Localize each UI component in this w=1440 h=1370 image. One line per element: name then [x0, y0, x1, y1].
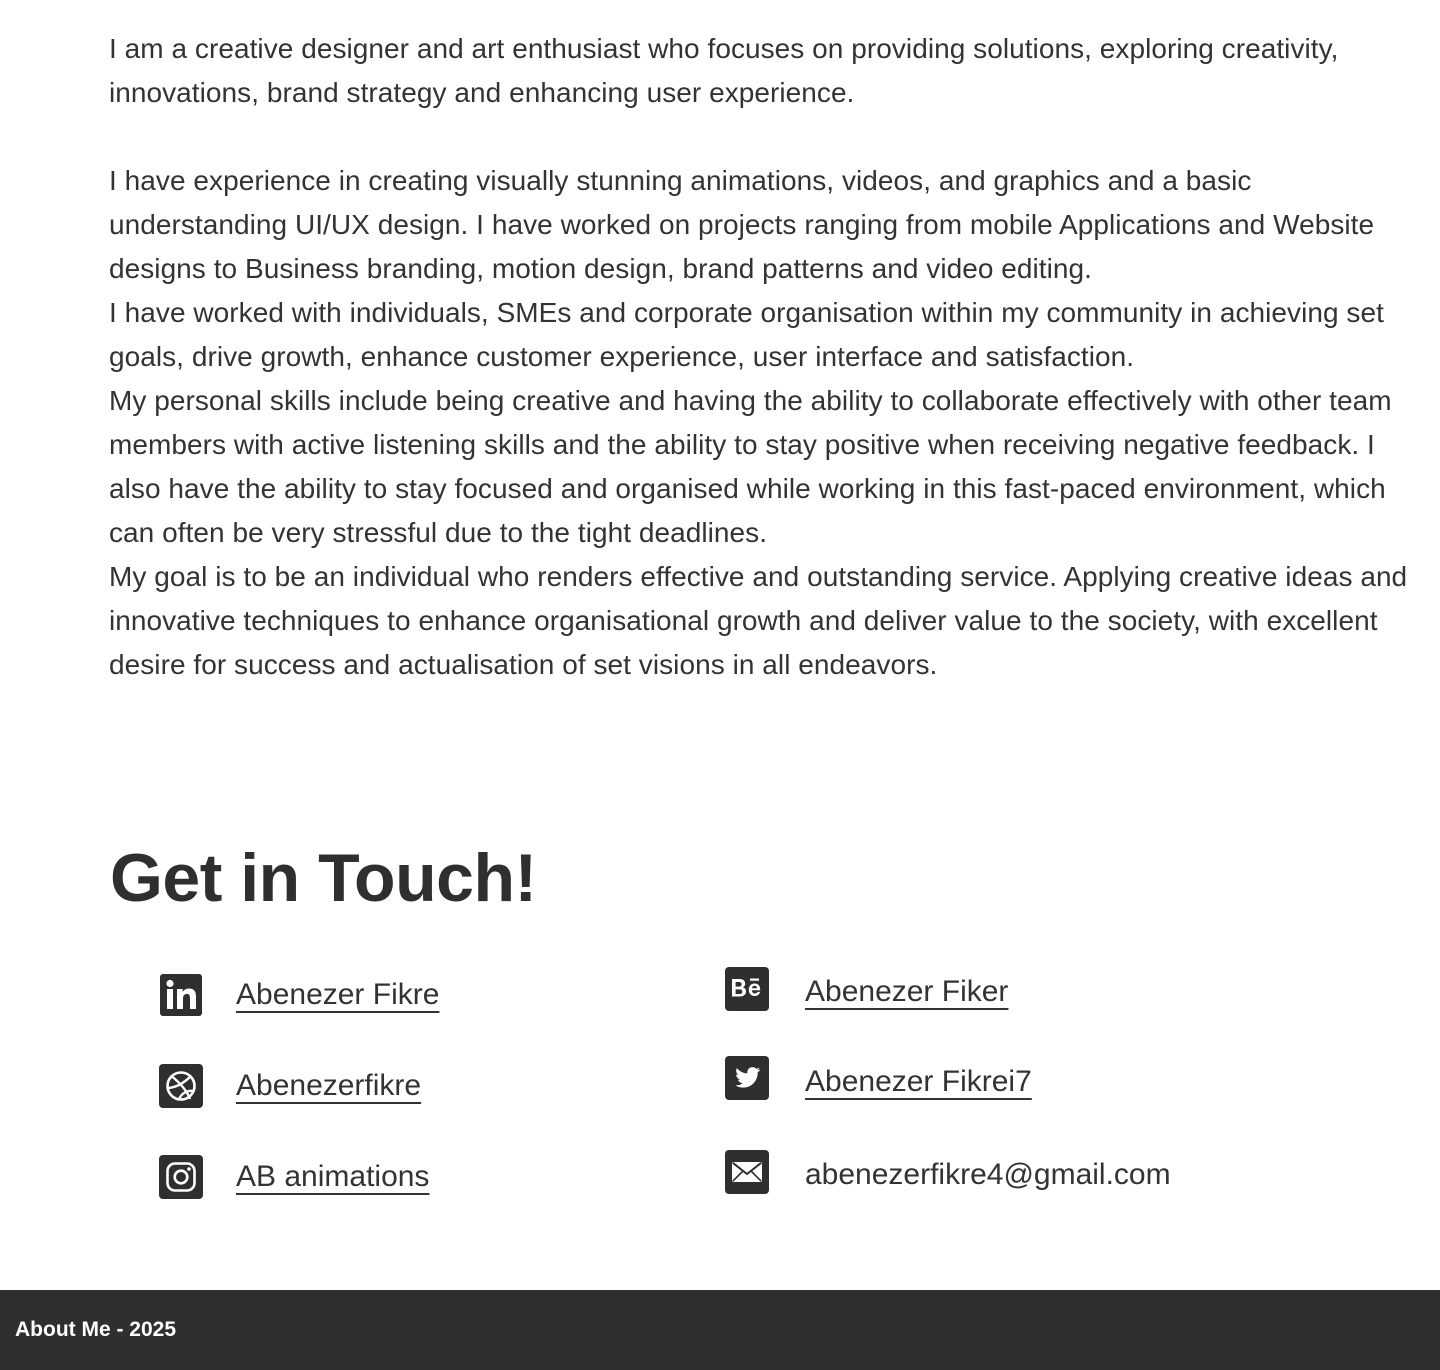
instagram-link[interactable]: AB animations	[236, 1160, 430, 1193]
footer-text: About Me - 2025	[15, 1318, 177, 1341]
contact-dribbble	[159, 1064, 421, 1108]
dribbble-icon[interactable]	[159, 1064, 203, 1108]
contact-email	[725, 1155, 1171, 1194]
about-paragraph: I am a creative designer and art enthusiast who focuses on providing solutions, exploring creativity, innovations, brand strategy and enhancing user experience.	[109, 33, 1339, 108]
about-paragraph: I have worked with individuals, SMEs and corporate organisation within my community in achieving set goals, drive growth, enhance customer experience, user interface and satisfaction.	[109, 297, 1384, 372]
instagram-icon[interactable]	[159, 1155, 203, 1199]
contact-instagram	[159, 1155, 429, 1199]
paragraph-spacer	[109, 115, 1409, 159]
mail-icon[interactable]	[725, 1150, 769, 1194]
contact-heading: Get in Touch!	[110, 840, 537, 916]
about-paragraph: My goal is to be an individual who renders effective and outstanding service. Applying creative ideas and innovative techniques to enhance organisational growth and deliver value to the society, with excellent desire for success and actualisation of set visions in all endeavors.	[109, 561, 1408, 680]
page-footer	[0, 1290, 1440, 1370]
behance-icon[interactable]	[725, 967, 769, 1011]
about-paragraph: I have experience in creating visually stunning animations, videos, and graphics and a basic understanding UI/UX design. I have worked on projects ranging from mobile Applications and Website designs to Business branding, motion design, brand patterns and video editing.	[109, 165, 1375, 284]
linkedin-icon[interactable]	[159, 973, 203, 1017]
email-address: abenezerfikre4@gmail.com	[805, 1157, 1171, 1191]
dribbble-link[interactable]: Abenezerfikre	[236, 1069, 422, 1102]
contact-linkedin	[159, 973, 439, 1017]
linkedin-link[interactable]: Abenezer Fikre	[236, 978, 440, 1011]
about-paragraph: My personal skills include being creative and having the ability to collaborate effectively with other team members with active listening skills and the ability to stay positive when receiving negative feedback. I also have the ability to stay focused and organised while working in this fast-paced environment, which can often be very stressful due to the tight deadlines.	[109, 385, 1392, 548]
contact-behance	[725, 973, 1008, 1011]
twitter-icon[interactable]	[725, 1056, 769, 1100]
about-section	[109, 27, 1409, 687]
behance-link[interactable]: Abenezer Fiker	[805, 975, 1009, 1008]
contact-twitter	[725, 1064, 1032, 1100]
twitter-link[interactable]: Abenezer Fikrei7	[805, 1065, 1032, 1098]
